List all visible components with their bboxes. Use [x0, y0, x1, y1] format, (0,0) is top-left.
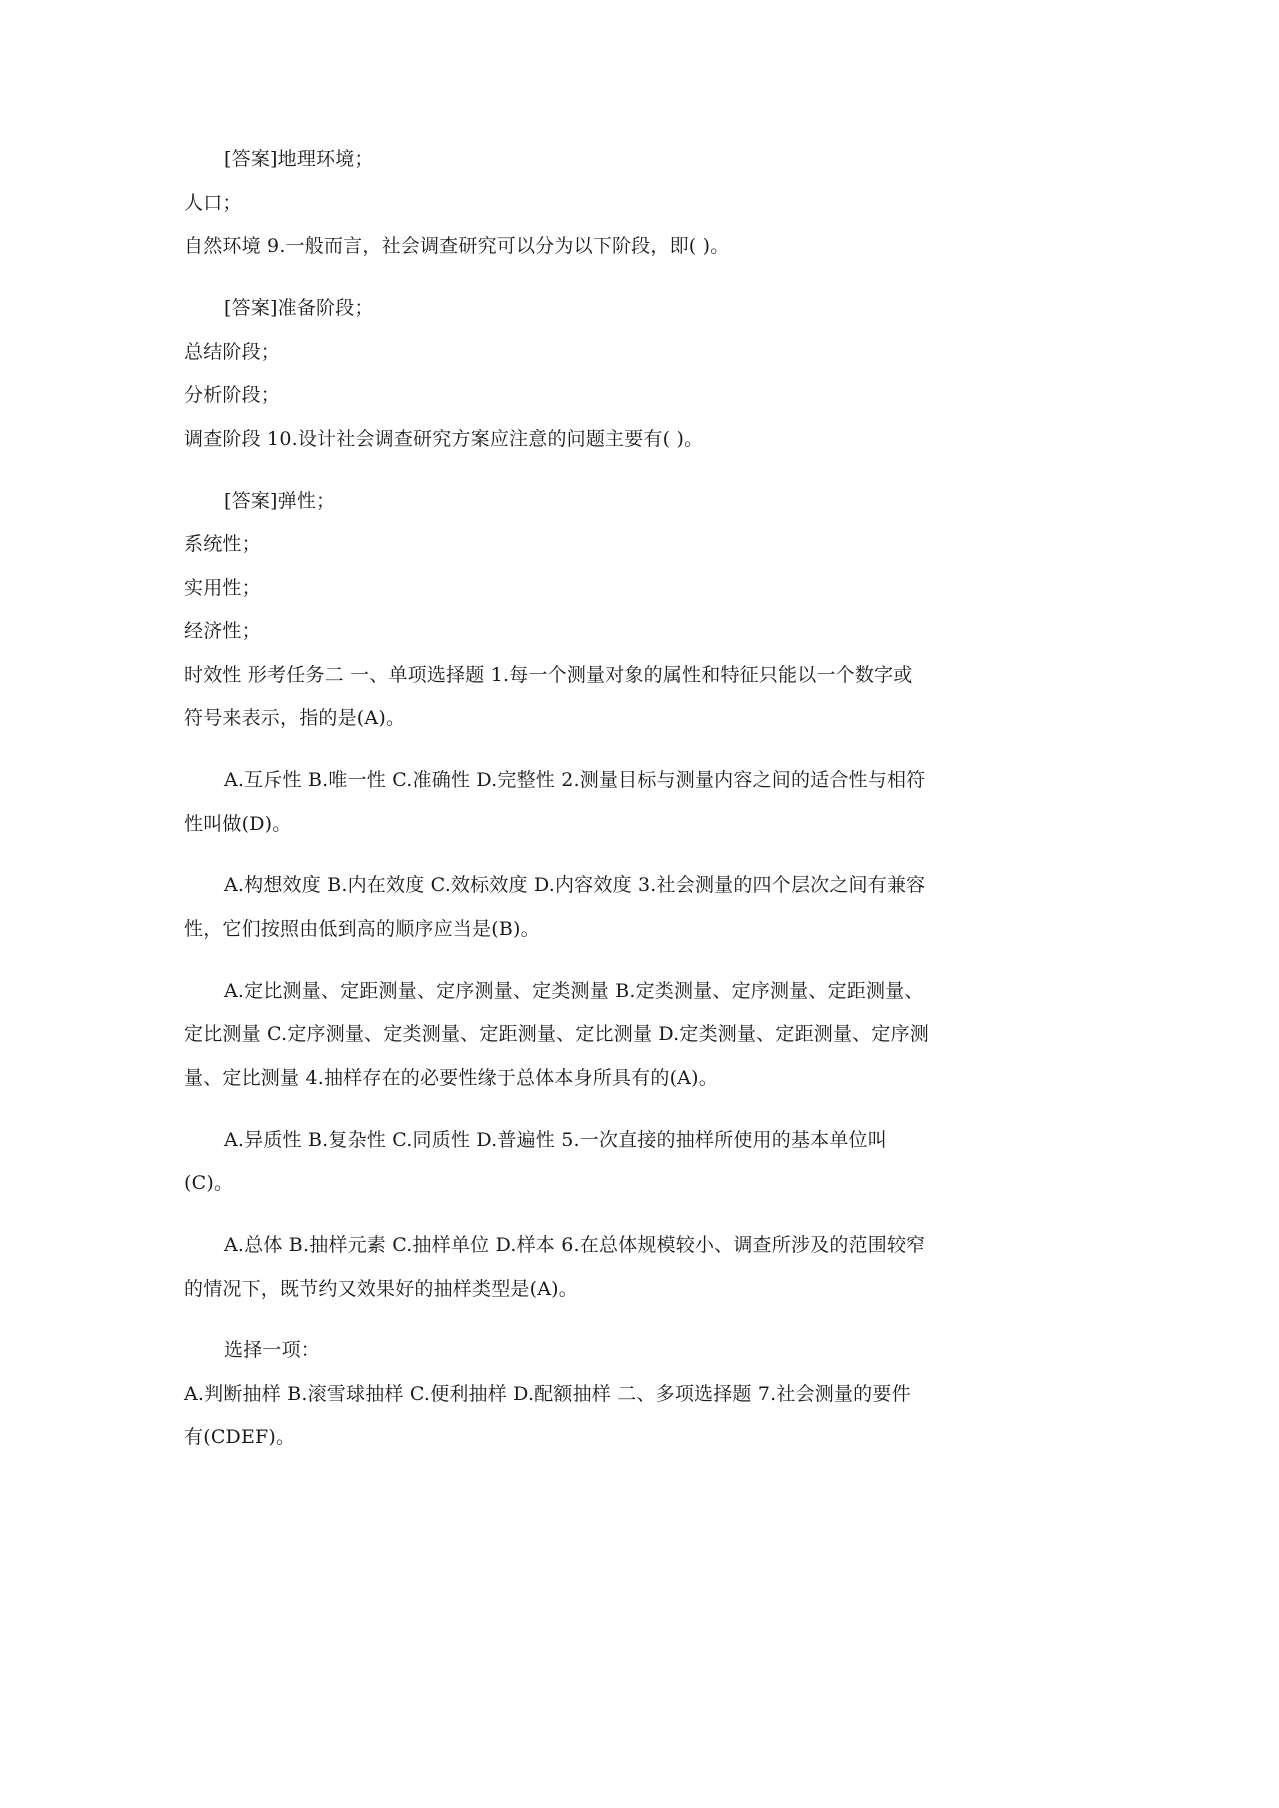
- text-line: 分析阶段；: [184, 384, 281, 406]
- text-line: 调查阶段 10.设计社会调查研究方案应注意的问题主要有( )。: [184, 428, 704, 450]
- text-line: (C)。: [184, 1172, 234, 1194]
- text-line: A.异质性 B.复杂性 C.同质性 D.普遍性 5.一次直接的抽样所使用的基本单位叫: [224, 1129, 887, 1151]
- text-line: 性叫做(D)。: [184, 813, 292, 835]
- text-line: [答案]弹性；: [224, 490, 336, 512]
- text-line: 选择一项：: [224, 1339, 321, 1361]
- text-line: 时效性 形考任务二 一、单项选择题 1.每一个测量对象的属性和特征只能以一个数字或: [184, 664, 913, 686]
- text-line: 自然环境 9.一般而言，社会调查研究可以分为以下阶段，即( )。: [184, 235, 730, 257]
- text-line: 定比测量 C.定序测量、定类测量、定距测量、定比测量 D.定类测量、定距测量、定序测: [184, 1023, 929, 1045]
- text-line: 系统性；: [184, 533, 261, 555]
- text-line: 人口；: [184, 192, 242, 214]
- text-line: [答案]准备阶段；: [224, 297, 374, 319]
- text-line: A.总体 B.抽样元素 C.抽样单位 D.样本 6.在总体规模较小、调查所涉及的范围较窄: [224, 1234, 926, 1256]
- text-line: 有(CDEF)。: [184, 1426, 296, 1448]
- text-line: A.定比测量、定距测量、定序测量、定类测量 B.定类测量、定序测量、定距测量、: [224, 980, 924, 1002]
- text-line: 经济性；: [184, 620, 261, 642]
- text-line: 量、定比测量 4.抽样存在的必要性缘于总体本身所具有的(A)。: [184, 1067, 718, 1089]
- text-line: 实用性；: [184, 577, 261, 599]
- text-line: [答案]地理环境；: [224, 148, 374, 170]
- text-line: A.构想效度 B.内在效度 C.效标效度 D.内容效度 3.社会测量的四个层次之间有兼容: [224, 874, 926, 896]
- text-line: A.判断抽样 B.滚雪球抽样 C.便利抽样 D.配额抽样 二、多项选择题 7.社会测量的要件: [184, 1383, 911, 1405]
- text-line: 总结阶段；: [184, 341, 281, 363]
- text-line: A.互斥性 B.唯一性 C.准确性 D.完整性 2.测量目标与测量内容之间的适合性与相符: [224, 769, 926, 791]
- text-line: 性，它们按照由低到高的顺序应当是(B)。: [184, 918, 540, 940]
- text-line: 的情况下，既节约又效果好的抽样类型是(A)。: [184, 1278, 578, 1300]
- text-line: 符号来表示，指的是(A)。: [184, 707, 406, 729]
